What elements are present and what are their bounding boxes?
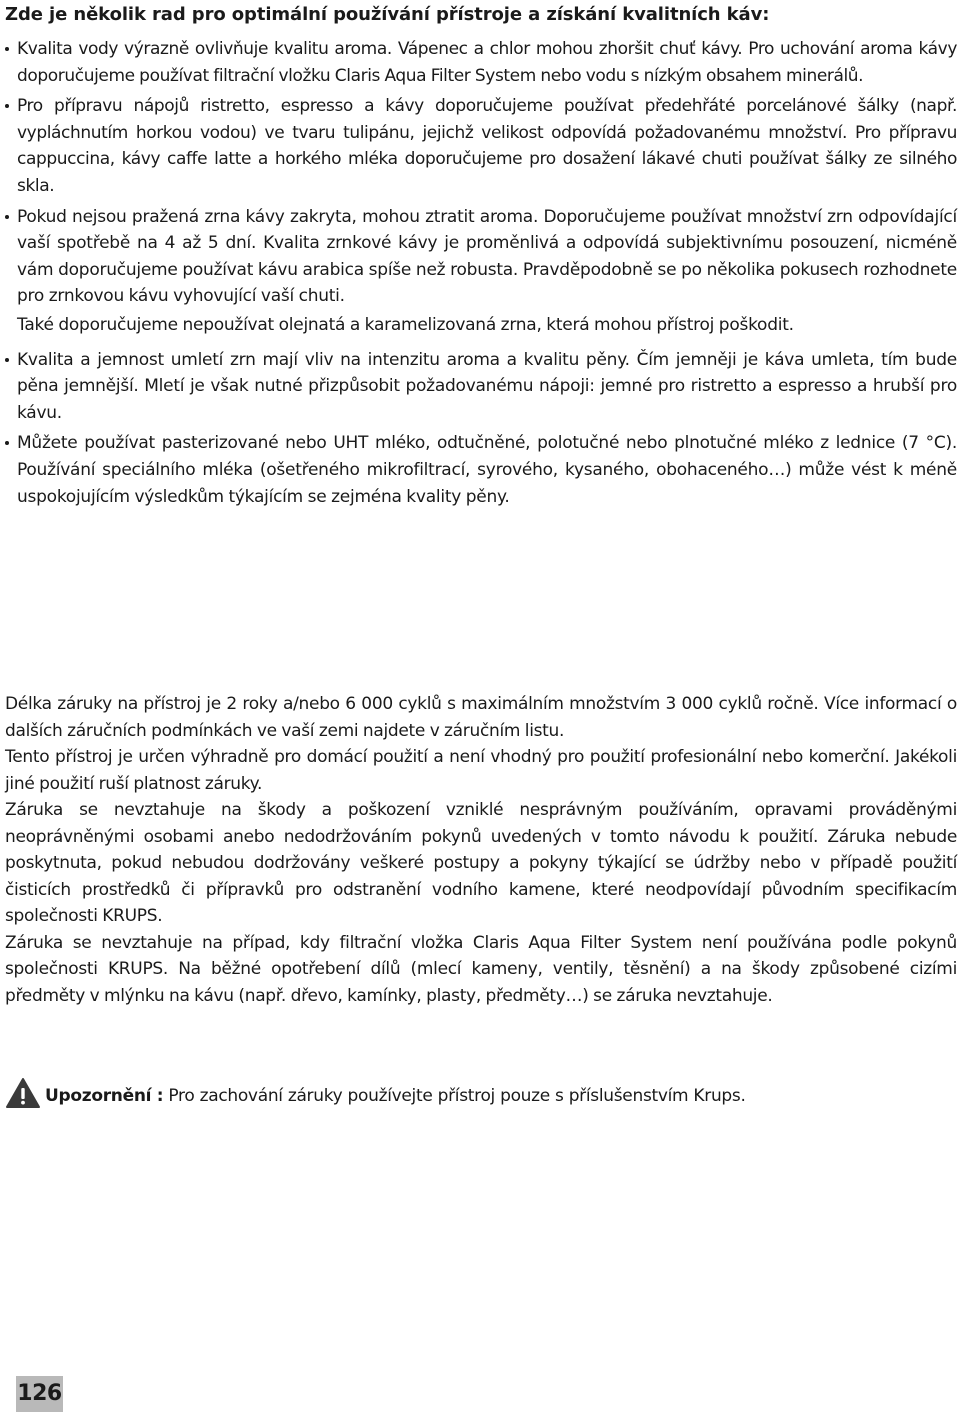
section-heading: Zde je několik rad pro optimální používání přístroje a získání kvalitních káv: — [5, 4, 770, 25]
warning-notice — [5, 1079, 957, 1113]
list-item — [5, 347, 957, 427]
warranty-paragraph-filter: Záruka se nevztahuje na případ, kdy filtrační vložka Claris Aqua Filter System není používána podle pokynů společnosti KRUPS. Na běžné opotřebení dílů (mlecí kameny, ventily, těsnění) a na škody způsobené cizími předměty v mlýnku na kávu (např. dřevo, kamínky, plasty, předměty…) se záruka nevztahuje. — [5, 932, 957, 1006]
warranty-paragraph-domestic-use: Tento přístroj je určen výhradně pro domácí použití a není vhodný pro použití profesionální nebo komerční. Jakékoli jiné použití ruší platnost záruky. — [5, 747, 957, 794]
page-number: 126 — [16, 1376, 63, 1412]
warning-label: Upozornění : — [45, 1086, 164, 1106]
list-item — [5, 430, 957, 510]
tip-text-grinding: Kvalita a jemnost umletí zrn mají vliv na intenzitu aroma a kvalitu pěny. Čím jemněji je káva umleta, tím bude pěna jemnější. Mletí je však nutné přizpůsobit požadovanému nápoji: jemné pro ristretto a espresso a hrubší pro kávu. — [17, 349, 957, 423]
tip-text-cups: Pro přípravu nápojů ristretto, espresso a kávy doporučujeme používat předehřáté porcelánové šálky (např. vypláchnutím horkou vodou) ve tvaru tulipánu, jejichž velikost odpovídá požadovanému množství. Pro přípravu cappuccina, kávy caffe latte a horkého mléka doporučujeme pro dosažení lákavé chuti používat šálky ze silného skla. — [17, 96, 957, 196]
warranty-paragraph-duration: Délka záruky na přístroj je 2 roky a/nebo 6 000 cyklů s maximálním množstvím 3 000 cyklů ročně. Více informací o dalších záručních podmínkách ve vaší zemi najdete v záručním listu. — [5, 694, 957, 741]
list-item — [5, 93, 957, 199]
tip-extra-note: Také doporučujeme nepoužívat olejnatá a karamelizovaná zrna, která mohou přístroj poškodit. — [17, 314, 794, 335]
tip-text-water: Kvalita vody výrazně ovlivňuje kvalitu aroma. Vápenec a chlor mohou zhoršit chuť kávy. Pro uchování aroma kávy doporučujeme používat filtrační vložku Claris Aqua Filter System nebo vodu s nízkým obsahem minerálů. — [17, 39, 957, 86]
warranty-section — [5, 691, 957, 1009]
tip-text-milk: Můžete používat pasterizované nebo UHT mléko, odtučněné, polotučné nebo plnotučné mléko z lednice (7 °C). Používání speciálního mléka (ošetřeného mikrofiltrací, syrového, kysaného, obohaceného…) může vést k méně uspokojujícím výsledkům týkajícím se zejména kvality pěny. — [17, 433, 957, 507]
warranty-paragraph-exclusions: Záruka se nevztahuje na škody a poškození vzniklé nesprávným používáním, opravami prováděnými neoprávněnými osobami anebo nedodržováním pokynů uvedených v tomto návodu k použití. Záruka nebude poskytnuta, pokud nebudou dodržovány veškeré postupy a pokyny týkající se údržby nebo v případě použití čisticích prostředků či přípravků pro odstranění vodního kamene, které neodpovídají původním specifikacím společnosti KRUPS. — [5, 800, 957, 926]
list-item — [5, 36, 957, 89]
warning-text: Pro zachování záruky používejte přístroj pouze s příslušenstvím Krups. — [163, 1086, 746, 1106]
list-item — [5, 204, 957, 310]
tip-text-beans: Pokud nejsou pražená zrna kávy zakryta, mohou ztratit aroma. Doporučujeme používat množství zrn odpovídající vaší spotřebě na 4 až 5 dní. Kvalita zrnkové kávy je proměnlivá a odpovídá subjektivnímu posouzení, nicméně vám doporučujeme používat kávu arabica spíše než robusta. Pravděpodobně se po několika pokusech rozhodnete pro zrnkovou kávu vyhovující vaší chuti. — [17, 206, 957, 307]
warning-triangle-icon — [5, 1077, 41, 1109]
tips-list — [5, 36, 957, 514]
